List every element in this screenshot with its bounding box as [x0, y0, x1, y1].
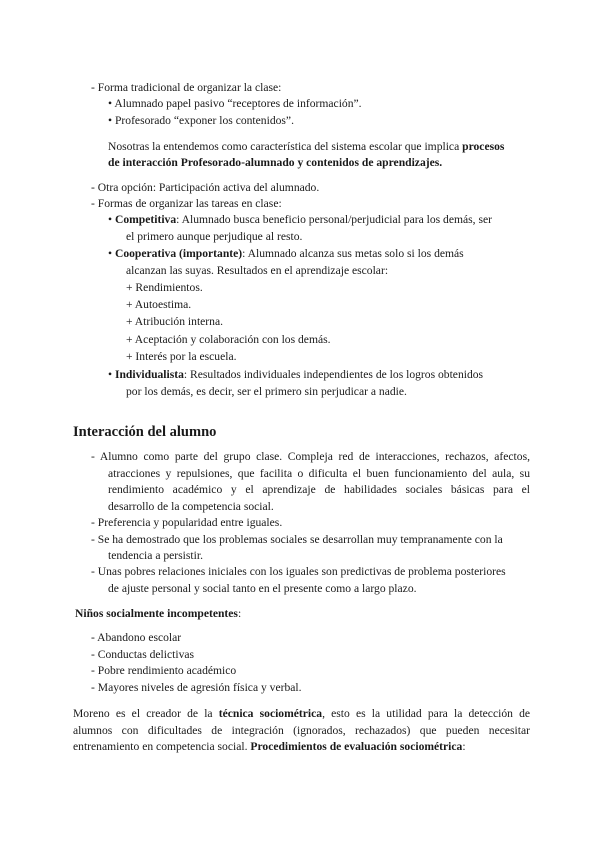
paragraph-line: entrenamiento en competencia social. Procedimientos de evaluación sociométrica: — [73, 740, 466, 753]
list-item-competitiva: • Competitiva: Alumnado busca beneficio personal/perjudicial para los demás, ser — [108, 213, 492, 226]
result-item: + Atribución interna. — [126, 315, 224, 328]
paragraph-line: Moreno es el creador de la técnica sociométrica, esto es la utilidad para la detección de — [73, 707, 531, 720]
result-item: + Aceptación y colaboración con los demás. — [126, 333, 331, 346]
result-item: + Autoestima. — [126, 298, 192, 311]
paragraph-line: alumnos con dificultades de integración (ignorados, rechazados) que pueden necesitar — [73, 724, 530, 737]
list-item-continuation: desarrollo de la competencia social. — [108, 500, 274, 513]
list-item-individualista: • Individualista: Resultados individuales independientes de los logros obtenidos — [108, 368, 484, 381]
list-item: • Alumnado papel pasivo “receptores de información”. — [108, 97, 362, 110]
list-item-continuation: tendencia a persistir. — [108, 549, 203, 562]
list-item-continuation: alcanzan las suyas. Resultados en el aprendizaje escolar: — [126, 264, 389, 277]
list-item: - Unas pobres relaciones iniciales con los iguales son predictivas de problema posteriores — [91, 565, 506, 578]
list-item-continuation: por los demás, es decir, ser el primero sin perjudicar a nadie. — [126, 385, 407, 398]
list-item: - Abandono escolar — [91, 631, 182, 644]
list-item-continuation: atracciones y repulsiones, que facilita o dificulta el buen funcionamiento del aula, su — [108, 467, 530, 480]
list-item: - Conductas delictivas — [91, 648, 195, 661]
list-item-continuation: rendimiento académico y el aprendizaje de habilidades sociales básicas para el — [108, 483, 530, 496]
list-item: • Profesorado “exponer los contenidos”. — [108, 114, 294, 127]
list-item: - Formas de organizar las tareas en clase: — [91, 197, 282, 210]
list-item: - Otra opción: Participación activa del alumnado. — [91, 181, 320, 194]
list-item: - Pobre rendimiento académico — [91, 664, 237, 677]
list-item-continuation: el primero aunque perjudique al resto. — [126, 230, 303, 243]
list-item: - Preferencia y popularidad entre iguales. — [91, 516, 283, 529]
paragraph-line: de interacción Profesorado-alumnado y contenidos de aprendizajes. — [108, 156, 443, 169]
list-item-cooperativa: • Cooperativa (importante): Alumnado alcanza sus metas solo si los demás — [108, 247, 464, 260]
list-item: - Se ha demostrado que los problemas sociales se desarrollan muy tempranamente con la — [91, 533, 503, 546]
paragraph-line: Nosotras la entendemos como característica del sistema escolar que implica procesos — [108, 140, 505, 153]
list-item-continuation: de ajuste personal y social tanto en el presente como a largo plazo. — [108, 582, 417, 595]
list-item: - Alumno como parte del grupo clase. Compleja red de interacciones, rechazos, afectos, — [91, 450, 530, 463]
subheading: Niños socialmente incompetentes: — [75, 607, 242, 620]
list-item: - Forma tradicional de organizar la clase: — [91, 81, 282, 94]
result-item: + Interés por la escuela. — [126, 350, 237, 363]
section-heading: Interacción del alumno — [73, 424, 217, 440]
list-item: - Mayores niveles de agresión física y verbal. — [91, 681, 302, 694]
result-item: + Rendimientos. — [126, 281, 203, 294]
